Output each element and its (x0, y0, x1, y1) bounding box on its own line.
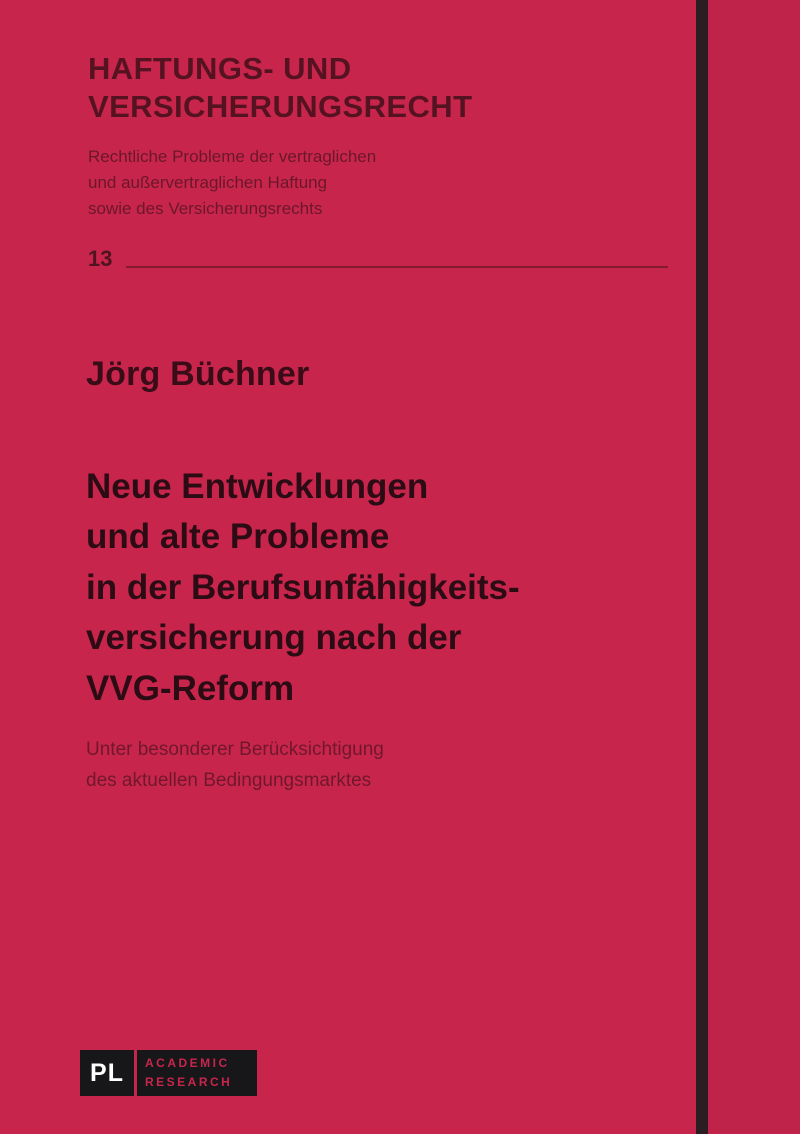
book-title-line-4: versicherung nach der (86, 618, 462, 658)
cover-right-edge-panel (708, 0, 800, 1134)
publisher-logo (80, 1050, 257, 1096)
series-subtitle-line-2: und außervertraglichen Haftung (88, 172, 328, 192)
book-title (86, 462, 686, 714)
book-subtitle-line-2: des aktuellen Bedingungsmarktes (86, 769, 372, 791)
series-subtitle-line-1: Rechtliche Probleme der vertraglichen (88, 146, 377, 166)
publisher-word-academic: ACADEMIC (145, 1055, 230, 1070)
spine-shadow-band (696, 0, 708, 1134)
series-title-line-2: VERSICHERUNGSRECHT (88, 88, 473, 124)
book-title-line-1: Neue Entwicklungen (86, 467, 429, 506)
book-subtitle (86, 735, 686, 797)
horizontal-rule (126, 266, 668, 268)
publisher-wordmark (137, 1050, 257, 1096)
series-title-line-1: HAFTUNGS- UND (88, 51, 352, 86)
series-subtitle (88, 144, 668, 223)
series-header (88, 50, 668, 223)
publisher-mark: PL (80, 1050, 134, 1096)
series-volume-row (88, 248, 668, 272)
series-subtitle-line-3: sowie des Versicherungsrechts (88, 199, 323, 219)
series-title (88, 50, 668, 126)
book-title-line-3: in der Berufsunfähigkeits- (86, 567, 520, 607)
book-title-line-5: VVG-Reform (86, 668, 295, 708)
book-title-line-2: und alte Probleme (86, 517, 390, 557)
book-subtitle-line-1: Unter besonderer Berücksichtigung (86, 739, 384, 760)
series-volume-number: 13 (88, 246, 113, 271)
author-name: Jörg Büchner (86, 355, 310, 393)
publisher-word-research: RESEARCH (145, 1075, 233, 1089)
